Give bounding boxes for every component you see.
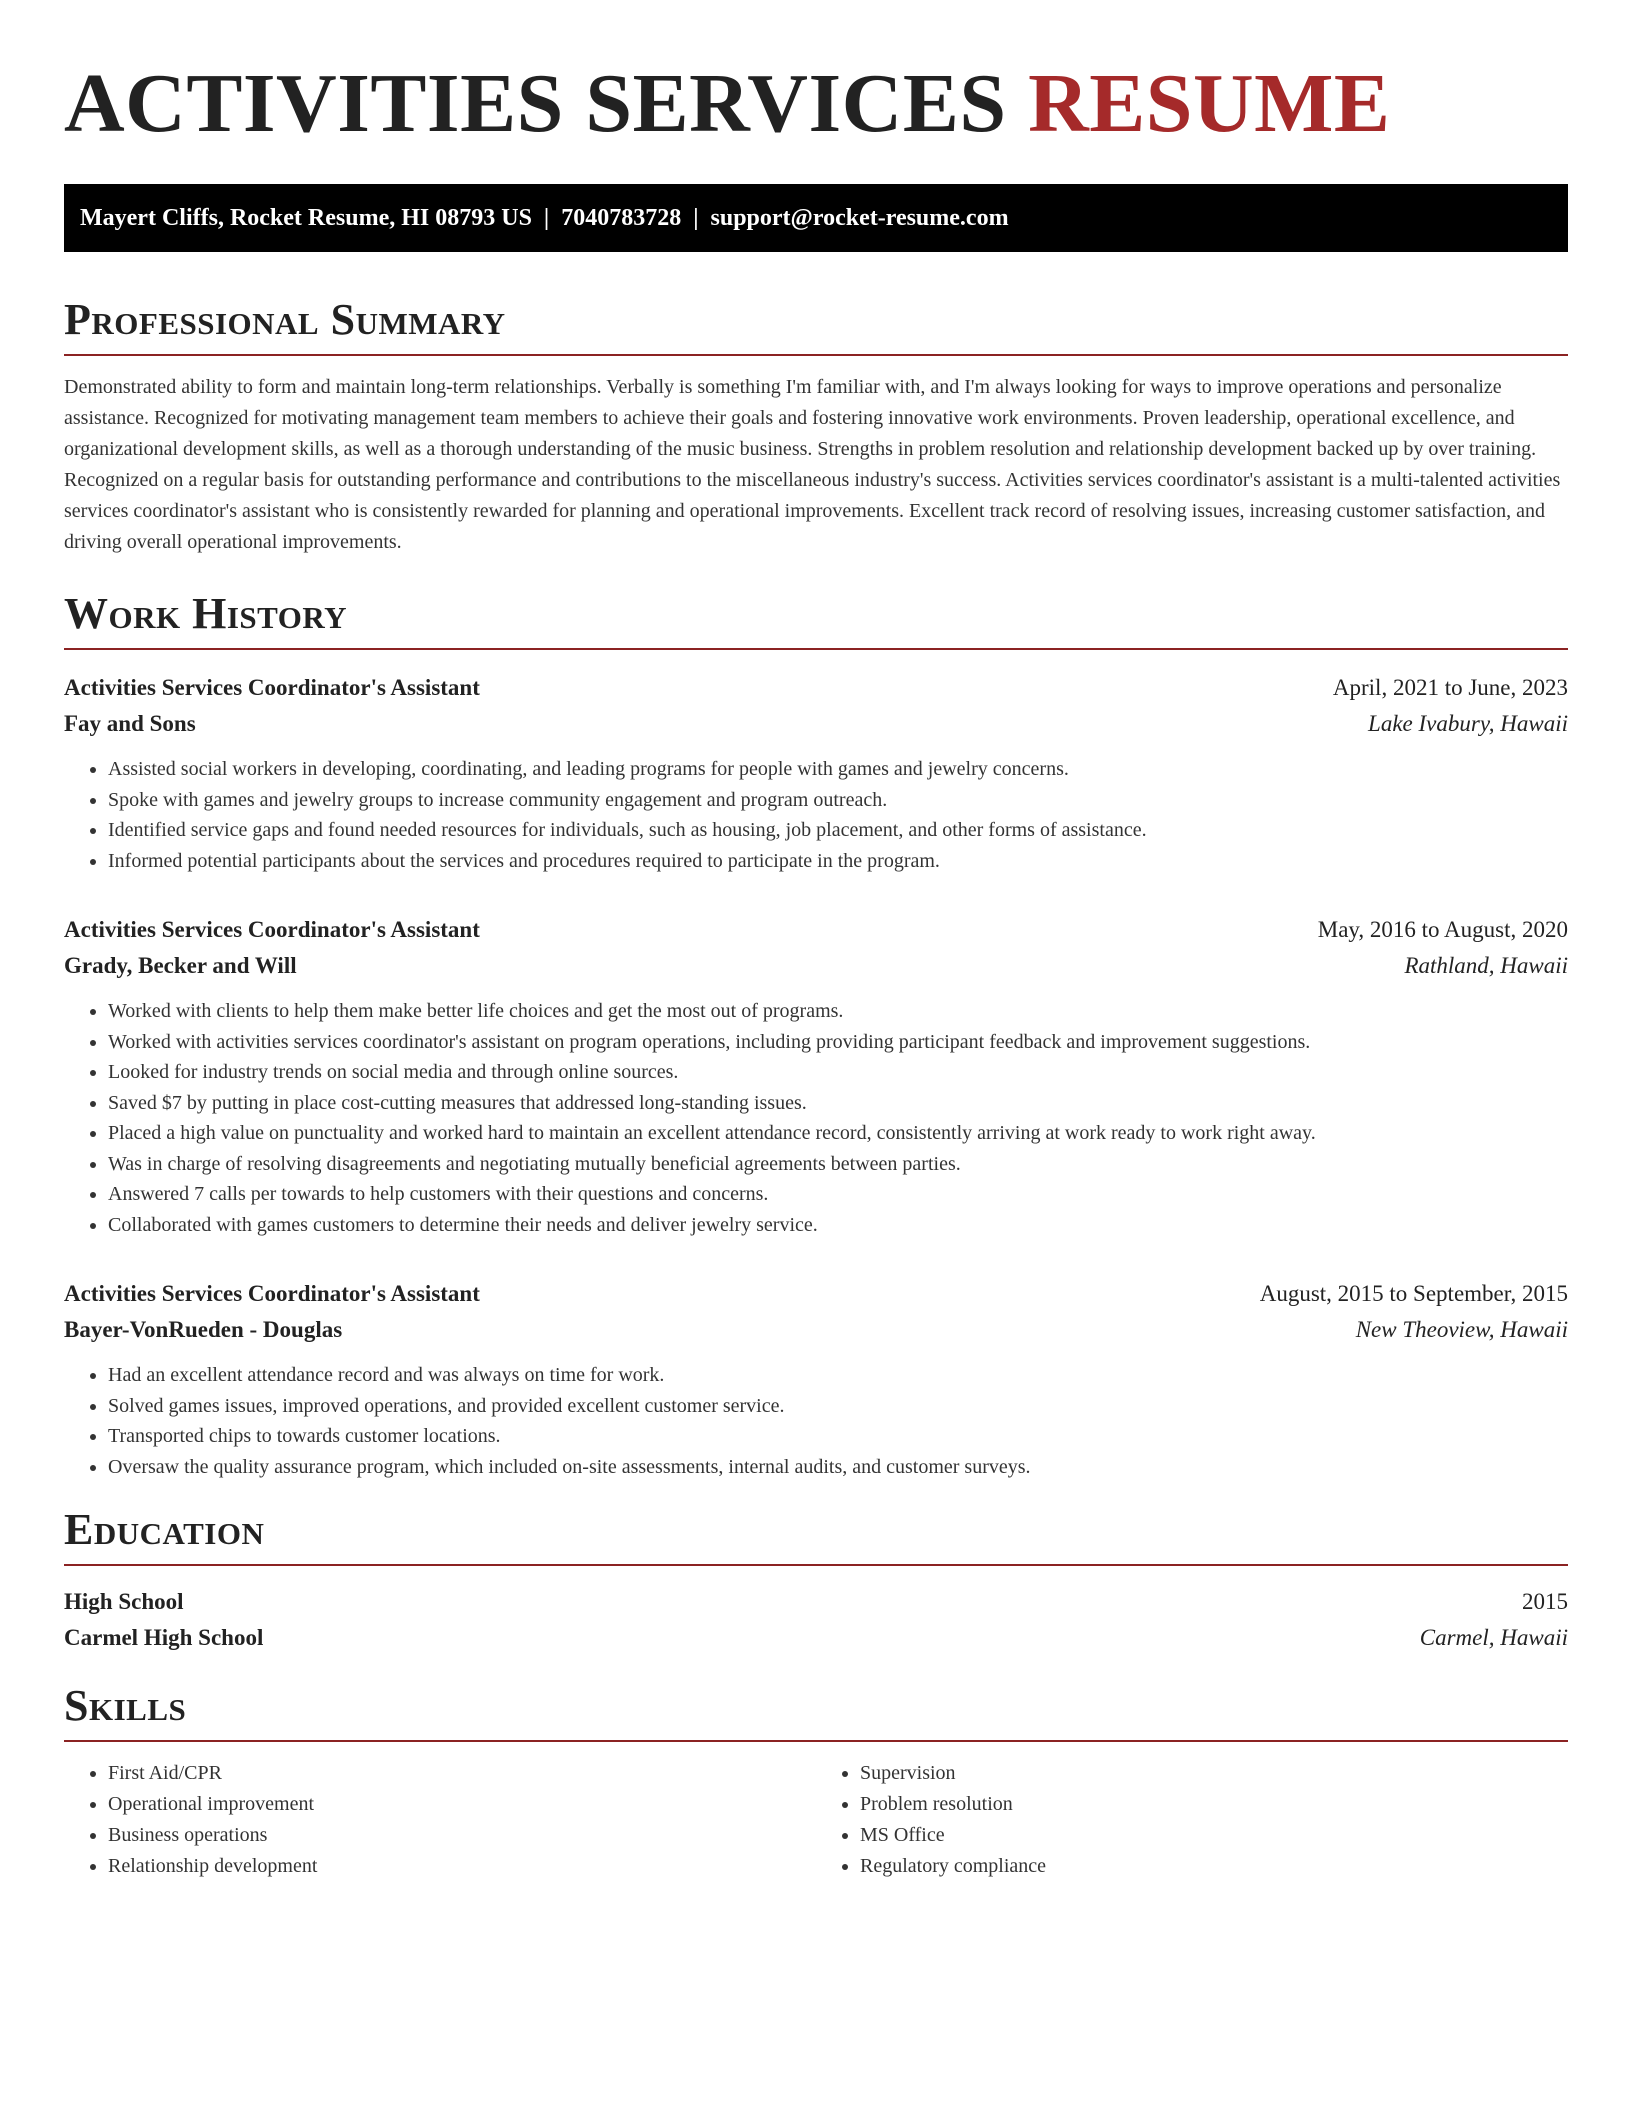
education-year: 2015	[1522, 1589, 1568, 1614]
job-dates: April, 2021 to June, 2023	[1332, 675, 1568, 700]
job-bullets	[64, 1360, 1568, 1482]
education-heading: Education	[64, 1506, 1568, 1566]
work-history-section	[64, 590, 1568, 1482]
job-bullet: • Identified service gaps and found needed resources for individuals, such as housing, job placement, and other forms of assistance.	[108, 815, 1568, 846]
skill-item: • Relationship development	[108, 1851, 816, 1882]
job-company: Grady, Becker and Will	[64, 953, 297, 978]
job-location: Rathland, Hawaii	[1404, 953, 1568, 978]
contact-address: Mayert Cliffs, Rocket Resume, HI 08793 US	[80, 205, 532, 231]
contact-phone[interactable]: 7040783728	[561, 205, 682, 231]
job-bullet: • Worked with clients to help them make better life choices and get the most out of programs.	[108, 996, 1568, 1027]
resume-title	[64, 0, 1568, 152]
contact-separator: |	[543, 205, 550, 231]
job-entry	[64, 912, 1568, 1240]
summary-heading: Professional Summary	[64, 296, 1568, 356]
job-bullet: • Looked for industry trends on social media and through online sources.	[108, 1057, 1568, 1088]
job-dates: May, 2016 to August, 2020	[1317, 917, 1568, 942]
work-history-heading: Work History	[64, 590, 1568, 650]
contact-separator: |	[693, 205, 699, 231]
job-bullet: • Worked with activities services coordinator's assistant on program operations, including providing participant feedback and improvement suggestions.	[108, 1027, 1568, 1058]
job-bullet: • Had an excellent attendance record and was always on time for work.	[108, 1360, 1568, 1391]
skills-list-left	[64, 1758, 816, 1882]
job-location: New Theoview, Hawaii	[1355, 1317, 1568, 1342]
title-main: ACTIVITIES SERVICES	[64, 57, 1007, 150]
job-entry	[64, 1276, 1568, 1482]
title-accent: RESUME	[1028, 57, 1391, 150]
job-bullet: • Informed potential participants about the services and procedures required to participate in the program.	[108, 846, 1568, 877]
job-dates: August, 2015 to September, 2015	[1259, 1281, 1568, 1306]
job-bullet: • Saved $7 by putting in place cost-cutting measures that addressed long-standing issues.	[108, 1088, 1568, 1119]
skill-item: • Problem resolution	[860, 1789, 1568, 1820]
skill-item: • Operational improvement	[108, 1789, 816, 1820]
job-bullet: • Solved games issues, improved operations, and provided excellent customer service.	[108, 1391, 1568, 1422]
contact-bar	[64, 184, 1568, 252]
skill-item: • Business operations	[108, 1820, 816, 1851]
job-bullets	[64, 996, 1568, 1240]
job-title: Activities Services Coordinator's Assistant	[64, 917, 480, 942]
skill-item: • MS Office	[860, 1820, 1568, 1851]
job-entry	[64, 670, 1568, 876]
job-bullet: • Spoke with games and jewelry groups to increase community engagement and program outreach.	[108, 785, 1568, 816]
summary-section	[64, 296, 1568, 558]
skill-item: • First Aid/CPR	[108, 1758, 816, 1789]
job-title: Activities Services Coordinator's Assistant	[64, 675, 480, 700]
job-bullet: • Answered 7 calls per towards to help customers with their questions and concerns.	[108, 1179, 1568, 1210]
skills-section	[64, 1682, 1568, 1882]
job-bullet: • Transported chips to towards customer locations.	[108, 1421, 1568, 1452]
education-location: Carmel, Hawaii	[1419, 1625, 1568, 1650]
education-school: Carmel High School	[64, 1625, 264, 1650]
job-list	[64, 670, 1568, 1482]
job-bullet: • Oversaw the quality assurance program, which included on-site assessments, internal audits, and customer surveys.	[108, 1452, 1568, 1483]
education-degree: High School	[64, 1589, 184, 1614]
skill-item: • Regulatory compliance	[860, 1851, 1568, 1882]
job-bullets	[64, 754, 1568, 876]
job-company: Fay and Sons	[64, 711, 196, 736]
education-entry	[64, 1584, 1568, 1656]
skills-columns	[64, 1758, 1568, 1882]
job-bullet: • Placed a high value on punctuality and worked hard to maintain an excellent attendance record, consistently arriving at work ready to work right away.	[108, 1118, 1568, 1149]
job-bullet: • Assisted social workers in developing, coordinating, and leading programs for people with games and jewelry concerns.	[108, 754, 1568, 785]
job-bullet: • Collaborated with games customers to determine their needs and deliver jewelry service.	[108, 1210, 1568, 1241]
contact-email[interactable]: support@rocket-resume.com	[710, 205, 1009, 231]
skills-list-right	[816, 1758, 1568, 1882]
job-title: Activities Services Coordinator's Assistant	[64, 1281, 480, 1306]
skill-item: • Supervision	[860, 1758, 1568, 1789]
job-company: Bayer-VonRueden - Douglas	[64, 1317, 343, 1342]
skills-heading: Skills	[64, 1682, 1568, 1742]
job-location: Lake Ivabury, Hawaii	[1368, 711, 1568, 736]
summary-text: Demonstrated ability to form and maintain long-term relationships. Verbally is something I'm familiar with, and I'm always looking for ways to improve operations and personalize assistance. Recognized for motivating management team members to achieve their goals and fostering innovative work environments. Proven leadership, operational excellence, and organizational development skills, as well as a thorough understanding of the music business. Strengths in problem resolution and relationship development backed up by over training. Recognized on a regular basis for outstanding performance and contributions to the miscellaneous industry's success. Activities services coordinator's assistant is a multi-talented activities services coordinator's assistant who is consistently rewarded for planning and operational improvements. Excellent track record of resolving issues, increasing customer satisfaction, and driving overall operational improvements.	[64, 376, 1561, 553]
job-bullet: • Was in charge of resolving disagreements and negotiating mutually beneficial agreements between parties.	[108, 1149, 1568, 1180]
education-section	[64, 1506, 1568, 1656]
